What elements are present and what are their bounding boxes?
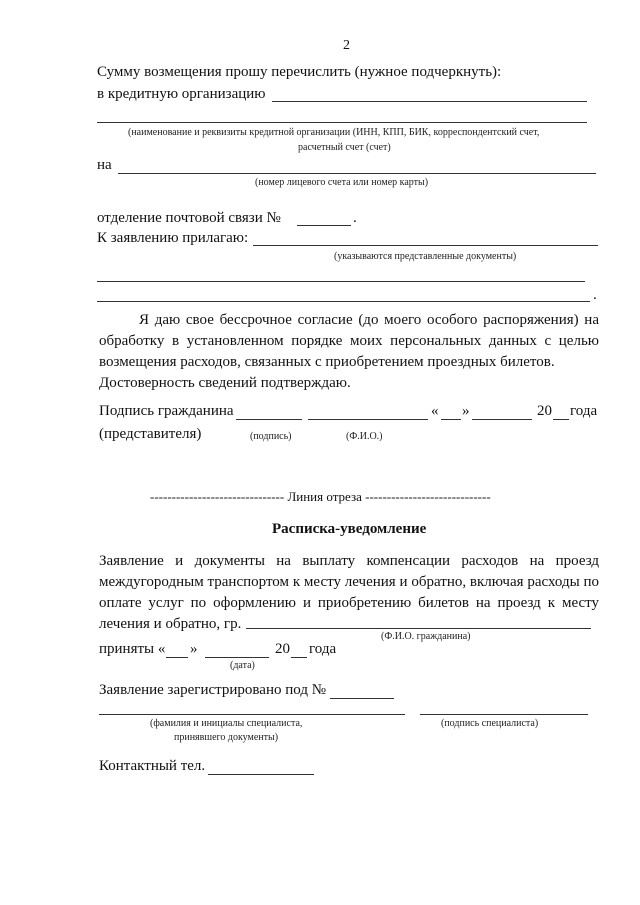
attachments-label: К заявлению прилагаю: <box>97 230 249 246</box>
specialist-caption-2: принявшего документы) <box>174 732 279 743</box>
contact-label: Контактный тел. <box>99 758 206 774</box>
bank-caption-2: расчетный счет (счет) <box>298 142 391 153</box>
bank-details-field[interactable] <box>97 122 587 123</box>
account-label: на <box>97 157 112 173</box>
specialist-sign-caption: (подпись специалиста) <box>441 718 539 729</box>
year-suffix: года <box>570 403 598 419</box>
bank-label: в кредитную организацию <box>97 86 266 102</box>
fio-caption: (Ф.И.О.) <box>346 431 383 442</box>
year-field[interactable] <box>553 419 569 420</box>
representative-label: (представителя) <box>99 426 202 442</box>
cut-line: ------------------------------- Линия отреза ----------------------------- <box>150 489 491 504</box>
citizen-fio-field[interactable] <box>246 628 591 629</box>
post-office-label: отделение почтовой связи № <box>97 210 281 226</box>
date-caption: (дата) <box>230 660 255 671</box>
page-number: 2 <box>343 38 350 53</box>
specialist-name-field[interactable] <box>99 714 405 715</box>
fio-field[interactable] <box>308 419 428 420</box>
post-office-number-field[interactable] <box>297 225 351 226</box>
accepted-year-suffix: года <box>309 641 337 657</box>
registered-label: Заявление зарегистрировано под № <box>99 682 327 698</box>
bank-field[interactable] <box>272 101 587 102</box>
consent-text: Я даю свое бессрочное согласие (до моего особого распоряжения) на обработку в установленном порядке моих персональных данных с целью возмещения расходов, связанных с приобретением проездных билетов. <box>99 312 599 370</box>
attachments-field-3[interactable] <box>97 301 590 302</box>
signature-caption: (подпись) <box>250 431 292 442</box>
attachments-field-2[interactable] <box>97 281 585 282</box>
year-prefix: 20 <box>537 403 552 419</box>
accepted-label: приняты « <box>99 641 166 657</box>
accepted-year-field[interactable] <box>291 657 307 658</box>
accepted-month-field[interactable] <box>205 657 269 658</box>
account-caption: (номер лицевого счета или номер карты) <box>255 177 429 188</box>
confirm-text: Достоверность сведений подтверждаю. <box>99 375 351 391</box>
post-office-end: . <box>353 210 357 226</box>
accepted-quote-close: » <box>190 641 198 657</box>
quote-open: « <box>431 403 439 419</box>
reimbursement-intro: Сумму возмещения прошу перечислить (нужное подчеркнуть): <box>97 64 502 80</box>
signature-field[interactable] <box>236 419 302 420</box>
day-field[interactable] <box>441 419 461 420</box>
accepted-year-prefix: 20 <box>275 641 290 657</box>
specialist-caption-1: (фамилия и инициалы специалиста, <box>150 718 303 729</box>
signature-label: Подпись гражданина <box>99 403 234 419</box>
attachments-end: . <box>593 287 597 303</box>
contact-phone-field[interactable] <box>208 774 314 775</box>
attachments-field[interactable] <box>253 245 598 246</box>
receipt-title: Расписка-уведомление <box>272 521 427 537</box>
account-number-field[interactable] <box>118 173 596 174</box>
registration-number-field[interactable] <box>330 698 394 699</box>
month-field[interactable] <box>472 419 532 420</box>
quote-close: » <box>462 403 470 419</box>
bank-caption-1: (наименование и реквизиты кредитной организации (ИНН, КПП, БИК, корреспондентский счет, <box>128 127 540 138</box>
attachments-caption: (указываются представленные документы) <box>334 251 517 262</box>
specialist-signature-field[interactable] <box>420 714 588 715</box>
citizen-fio-caption: (Ф.И.О. гражданина) <box>381 631 471 642</box>
receipt-text: Заявление и документы на выплату компенсации расходов на проезд междугородным транспортом к месту лечения и обратно, включая расходы по оплате услуг по оформлению и приобретению билетов на проезд к месту лечения и обратно, гр. <box>99 553 599 632</box>
accepted-day-field[interactable] <box>166 657 188 658</box>
